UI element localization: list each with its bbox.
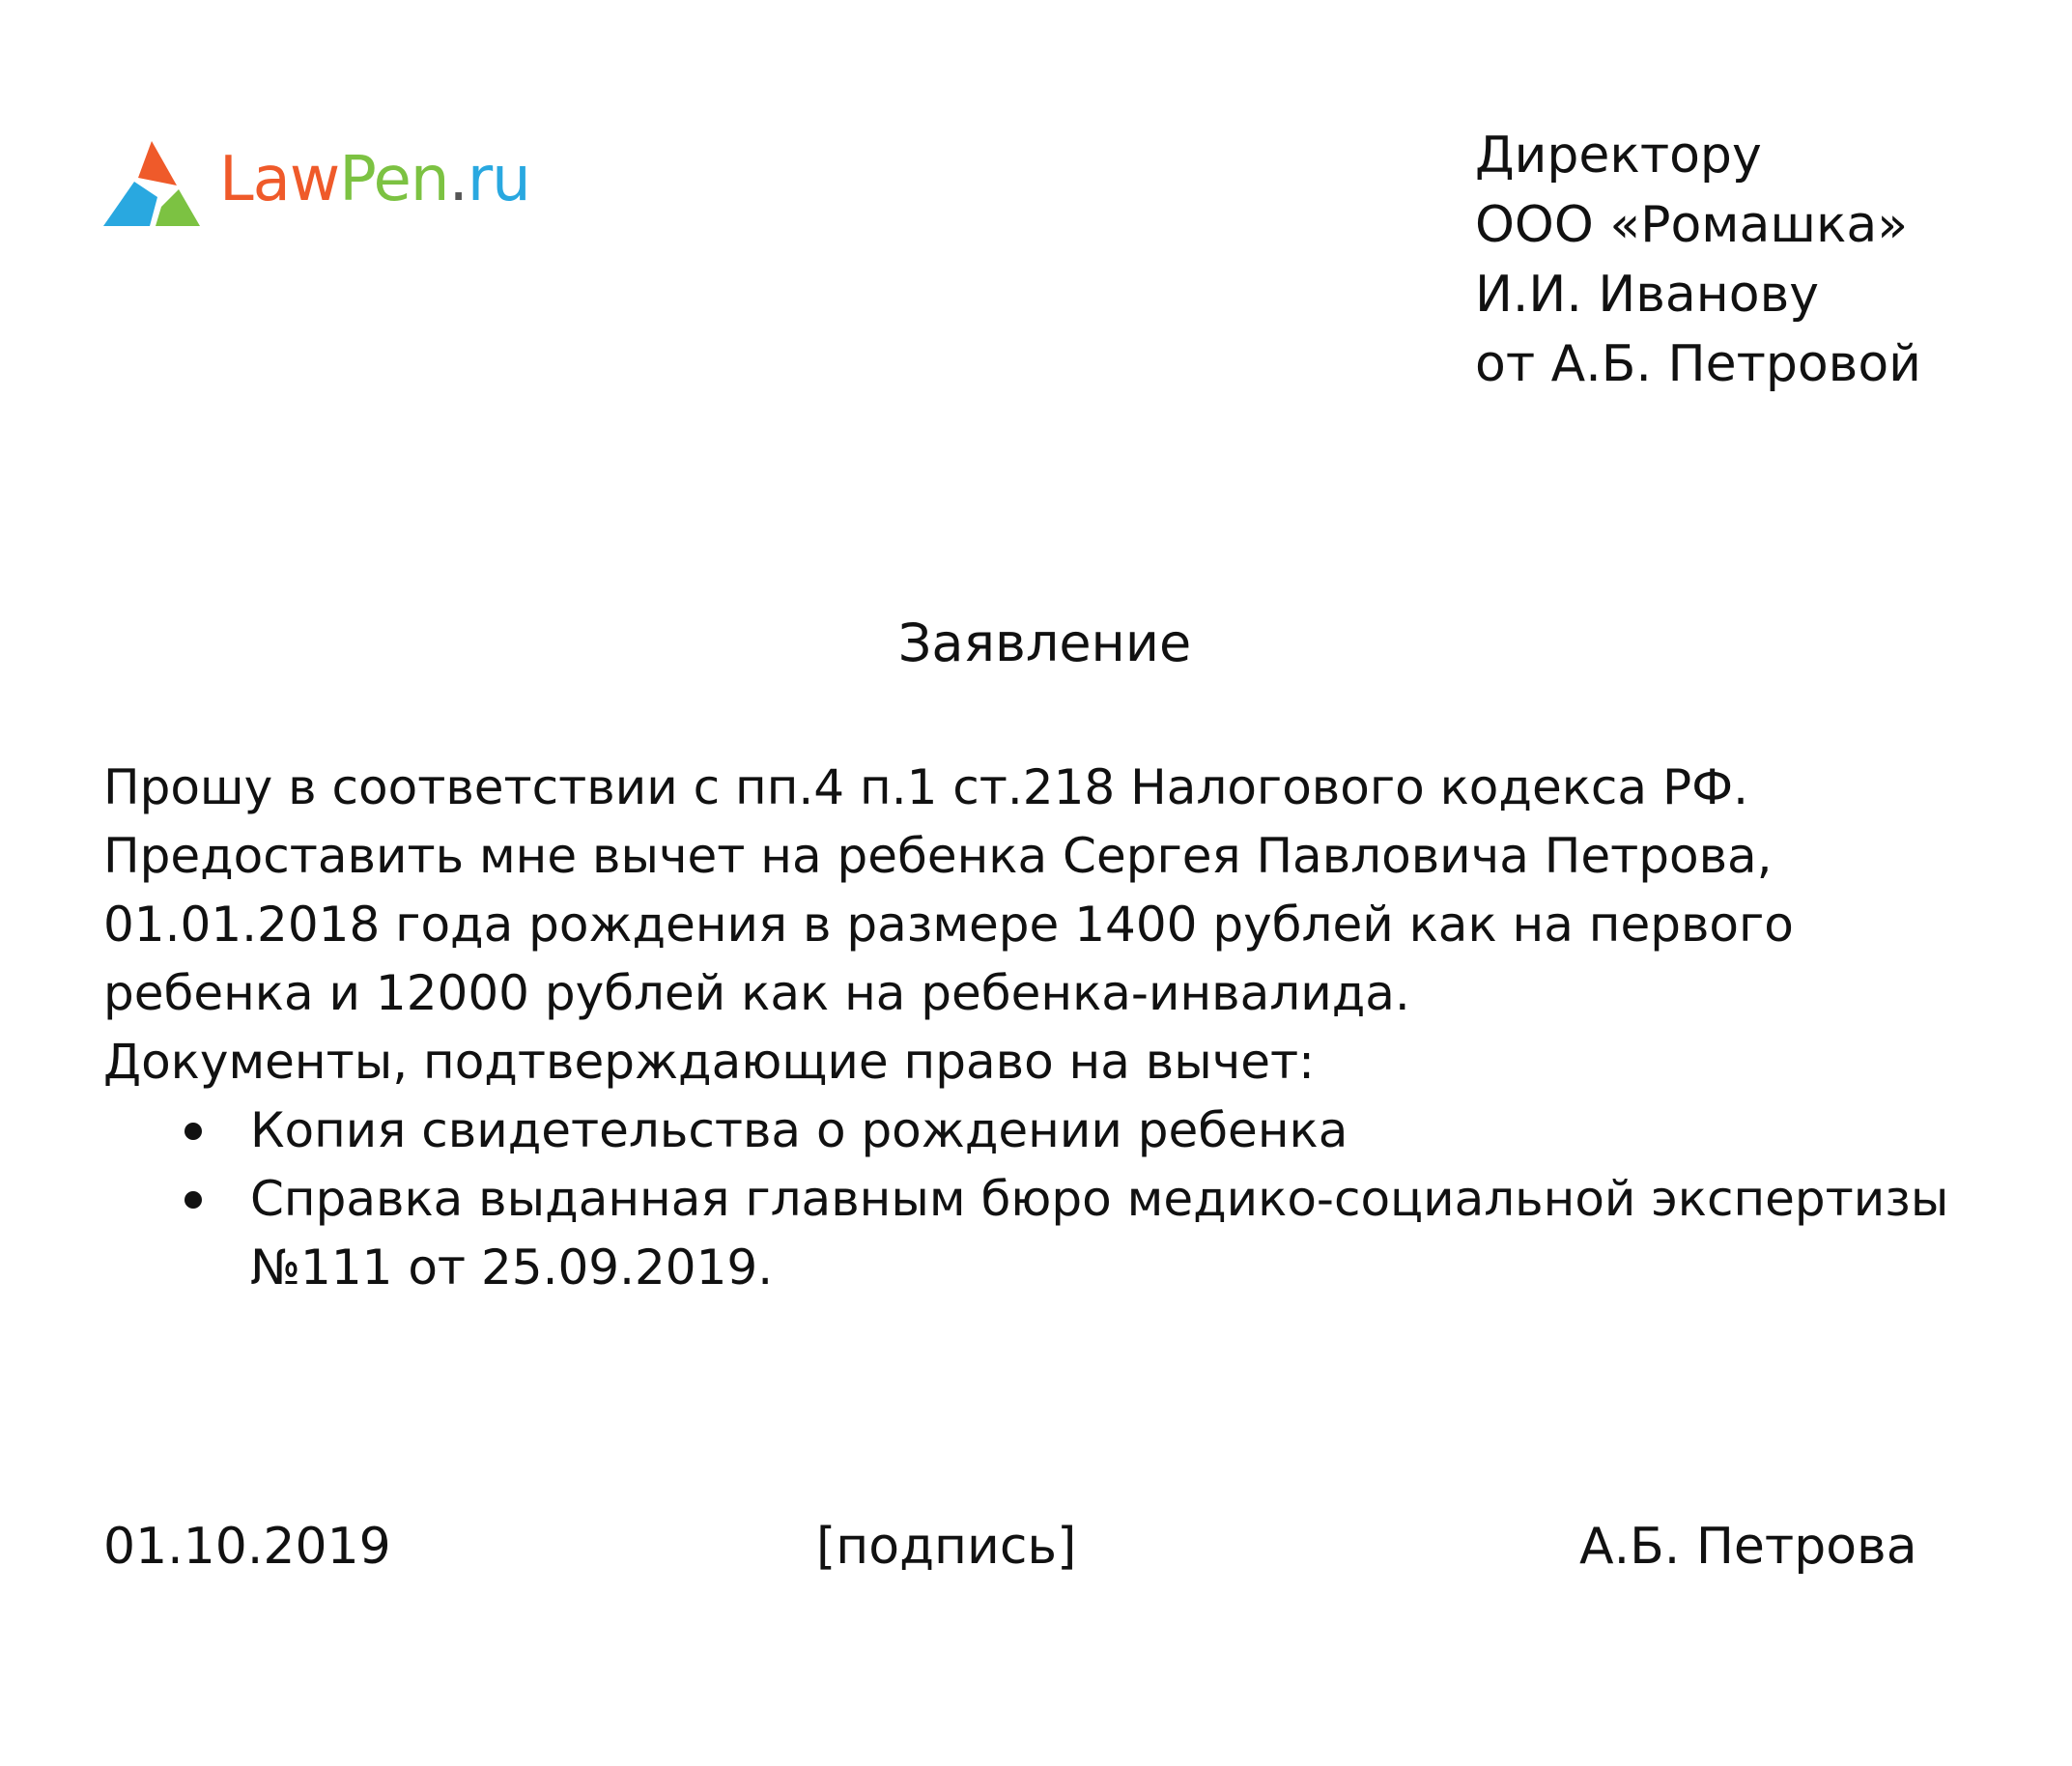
documents-list bbox=[103, 1097, 1987, 1302]
list-item-text: Копия свидетельства о рождении ребенка bbox=[250, 1102, 1348, 1158]
document-body bbox=[103, 754, 1987, 1302]
list-item-text: Справка выданная главным бюро медико-социальной экспертизы №111 от 25.09.2019. bbox=[250, 1171, 1949, 1296]
signature-date: 01.10.2019 bbox=[103, 1518, 391, 1576]
request-paragraph: Прошу в соответствии с пп.4 п.1 ст.218 Налогового кодекса РФ. Предоставить мне вычет на ребенка Сергея Павловича Петрова, 01.01.2018 года рождения в размере 1400 рублей как на первого ребенка и 12000 рублей как на ребенка-инвалида. bbox=[103, 759, 1794, 1021]
bullet-icon bbox=[184, 1123, 202, 1140]
list-item bbox=[103, 1165, 1987, 1302]
addressee-name: И.И. Иванову bbox=[1475, 266, 1820, 324]
logo-text-ru: ru bbox=[467, 144, 530, 215]
logo-text-dot: . bbox=[448, 144, 468, 215]
addressee-position: Директору bbox=[1475, 127, 1762, 185]
documents-heading: Документы, подтверждающие право на вычет: bbox=[103, 1034, 1316, 1090]
sender-name: от А.Б. Петровой bbox=[1475, 335, 1921, 393]
addressee-company: ООО «Ромашка» bbox=[1475, 196, 1909, 254]
triangle-logo-icon bbox=[101, 139, 202, 228]
document-title: Заявление bbox=[897, 612, 1192, 673]
logo bbox=[101, 135, 530, 232]
addressee-block bbox=[1475, 121, 1921, 399]
signature-placeholder: [подпись] bbox=[816, 1518, 1077, 1576]
bullet-icon bbox=[184, 1191, 202, 1209]
signer-name: А.Б. Петрова bbox=[1579, 1518, 1917, 1576]
logo-text-law: Law bbox=[219, 144, 340, 215]
logo-text-pen: Pen bbox=[339, 144, 449, 215]
logo-text bbox=[219, 144, 530, 215]
list-item bbox=[103, 1097, 1987, 1165]
